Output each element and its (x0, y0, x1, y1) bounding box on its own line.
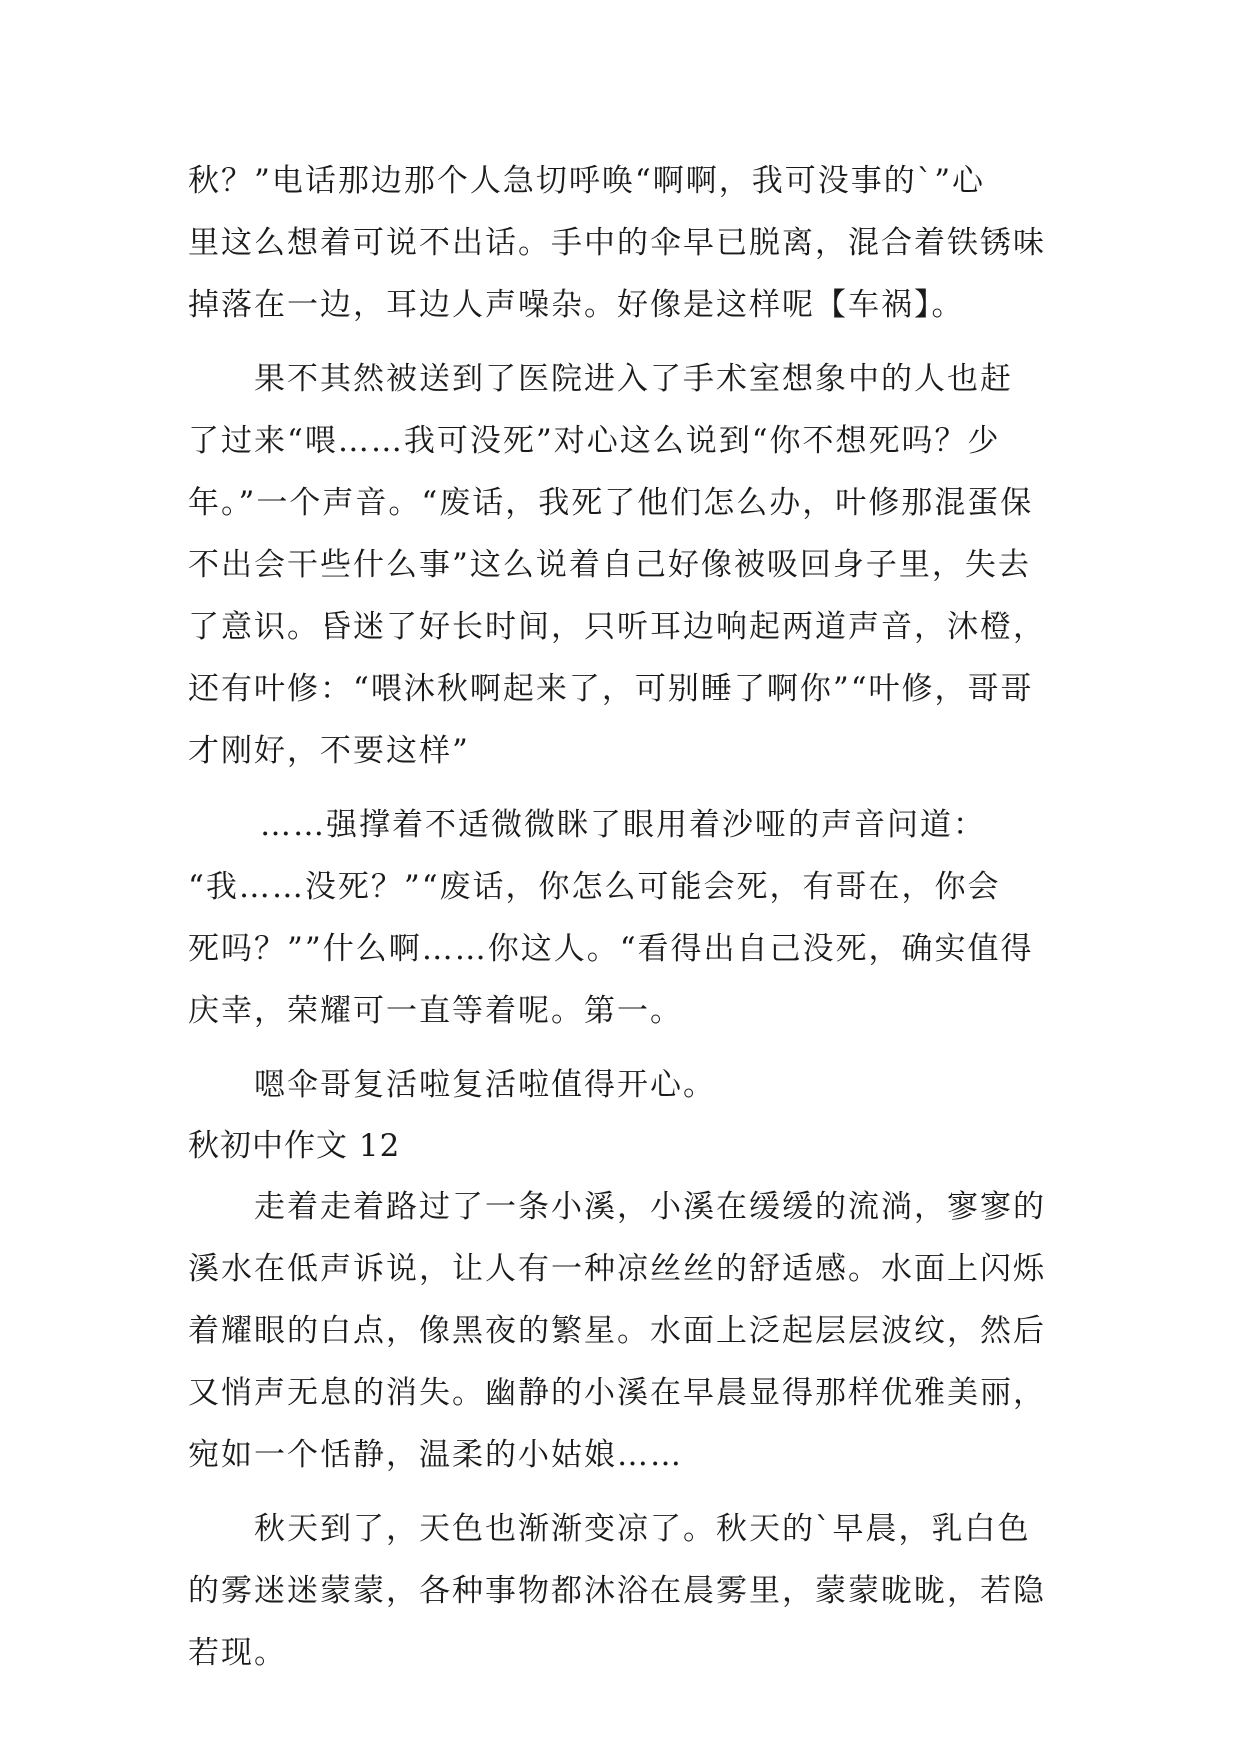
paragraph (188, 150, 1058, 336)
text-line: 不出会干些什么事”这么说着自己好像被吸回身子里，失去 (188, 547, 1031, 583)
text-line: 着耀眼的白点，像黑夜的繁星。水面上泛起层层波纹，然后 (188, 1313, 1046, 1349)
text-line: 年。”一个声音。“废话，我死了他们怎么办，叶修那混蛋保 (188, 485, 1034, 521)
text-line: 嗯伞哥复活啦复活啦值得开心。 (254, 1067, 716, 1103)
paragraph (188, 348, 1058, 782)
text-line: 了意识。昏迷了好长时间，只听耳边响起两道声音，沐橙， (188, 609, 1046, 645)
text-line: 的雾迷迷蒙蒙，各种事物都沐浴在晨雾里，蒙蒙昽昽，若隐 (188, 1573, 1046, 1609)
text-line: 庆幸，荣耀可一直等着呢。第一。 (188, 993, 683, 1029)
paragraph (188, 1054, 1058, 1116)
text-line: 溪水在低声诉说，让人有一种凉丝丝的舒适感。水面上闪烁 (188, 1251, 1046, 1287)
text-line: 掉落在一边，耳边人声噪杂。好像是这样呢【车祸】。 (188, 287, 965, 323)
text-line: 死吗？””什么啊……你这人。“看得出自己没死，确实值得 (188, 931, 1034, 967)
paragraph (188, 794, 1058, 1042)
section-heading: 秋初中作文 12 (188, 1128, 401, 1164)
text-line: 里这么想着可说不出话。手中的伞早已脱离，混合着铁锈味 (188, 225, 1046, 261)
text-line: 宛如一个恬静，温柔的小姑娘…… (188, 1437, 683, 1473)
text-line: 才刚好，不要这样” (188, 733, 470, 769)
text-line: 秋？”电话那边那个人急切呼唤“啊啊，我可没事的`”心 (188, 163, 986, 199)
text-line: 还有叶修：“喂沐秋啊起来了，可别睡了啊你”“叶修，哥哥 (188, 671, 1034, 707)
text-line: 若现。 (188, 1635, 287, 1671)
text-line: 果不其然被送到了医院进入了手术室想象中的人也赶 (254, 361, 1013, 397)
text-line: “我……没死？”“废话，你怎么可能会死，有哥在，你会 (188, 869, 1001, 905)
paragraph (188, 1498, 1058, 1684)
text-line: 走着走着路过了一条小溪，小溪在缓缓的流淌，寥寥的 (254, 1189, 1046, 1225)
text-line: 了过来“喂……我可没死”对心这么说到“你不想死吗？少 (188, 423, 1001, 459)
paragraph (188, 1176, 1058, 1486)
text-line: ……强撑着不适微微眯了眼用着沙哑的声音问道： (260, 807, 986, 843)
text-line: 又悄声无息的消失。幽静的小溪在早晨显得那样优雅美丽， (188, 1375, 1046, 1411)
text-line: 秋天到了，天色也渐渐变凉了。秋天的`早晨，乳白色 (254, 1511, 1031, 1547)
document-body (188, 150, 1058, 1684)
